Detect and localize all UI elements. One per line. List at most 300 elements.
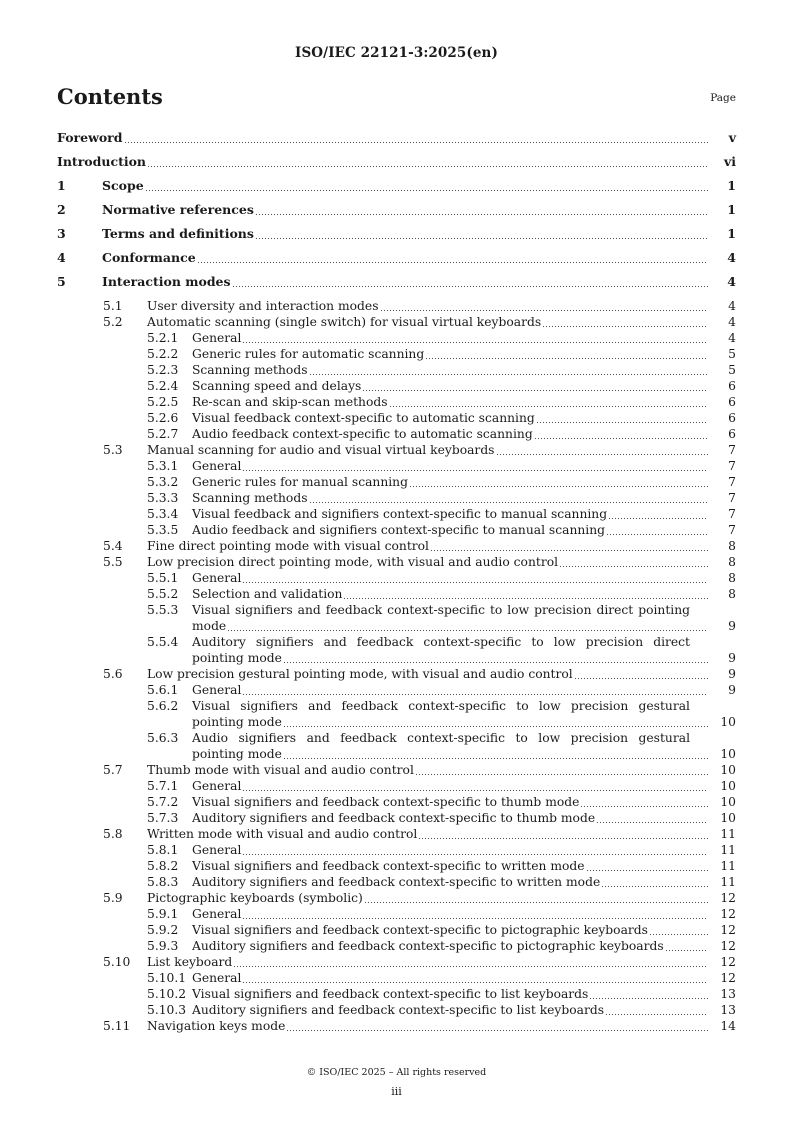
toc-entry-page: 4: [728, 299, 736, 313]
dot-leader: [649, 932, 708, 936]
toc-entry-number: 5.8.2: [147, 859, 179, 873]
toc-entry-number: 5.10.1: [147, 971, 187, 985]
dot-leader: [364, 900, 708, 904]
toc-entry-number: 5.10.3: [147, 1003, 187, 1017]
toc-entry-title: [192, 682, 736, 698]
dot-leader: [242, 468, 708, 472]
toc-entry-number: 5.5.2: [147, 587, 179, 601]
toc-entry-number: 3: [57, 226, 66, 241]
toc-entry-title: [57, 154, 736, 170]
toc-entry-title-text: Automatic scanning (single switch) for visual virtual keyboards: [147, 315, 542, 329]
toc-entry-number: 5.2: [103, 315, 123, 329]
toc-entry-page: 10: [720, 747, 736, 761]
toc-entry[interactable]: [0, 922, 793, 938]
toc-entry-page: 4: [728, 331, 736, 345]
dot-leader: [343, 596, 708, 600]
toc-entry-title: [192, 1002, 736, 1018]
toc-entry-title-text: General: [192, 907, 242, 921]
toc-entry-number: 5.6.1: [147, 683, 179, 697]
toc-entry-page: 11: [720, 843, 736, 857]
toc-entry-page: 12: [720, 891, 736, 905]
toc-entry[interactable]: [0, 698, 793, 730]
toc-entry-title-text: Visual signifiers and feedback context-specific to written mode: [192, 859, 585, 873]
toc-entry-number: 5.5.4: [147, 635, 179, 649]
dot-leader: [227, 628, 708, 632]
toc-entry-title-text: Scope: [102, 178, 144, 193]
toc-entry[interactable]: [0, 970, 793, 986]
toc-entry-title: [192, 570, 736, 586]
toc-entry-title-text: Scanning methods: [192, 363, 308, 377]
toc-entry[interactable]: [0, 826, 793, 842]
dot-leader: [536, 420, 708, 424]
toc-entry-page: 6: [728, 379, 736, 393]
toc-entry-number: 5.4: [103, 539, 123, 553]
dot-leader: [496, 452, 709, 456]
toc-entry-number: 5.3.1: [147, 459, 179, 473]
toc-entry[interactable]: [0, 378, 793, 394]
dot-leader: [242, 692, 708, 696]
dot-leader: [589, 996, 708, 1000]
toc-entry-title-text: Terms and definitions: [102, 226, 254, 241]
dot-leader: [665, 948, 708, 952]
toc-entry-title-text: Introduction: [57, 154, 147, 169]
toc-entry-number: 5.1: [103, 299, 123, 313]
toc-entry-title-line: Visual signifiers and feedback context-specific to low precision direct pointing: [192, 603, 690, 617]
toc-entry[interactable]: [0, 250, 793, 266]
dot-leader: [380, 308, 708, 312]
toc-entry[interactable]: [0, 1018, 793, 1034]
toc-entry-page: 8: [728, 571, 736, 585]
dot-leader: [601, 884, 708, 888]
toc-entry-title: [192, 906, 736, 922]
toc-entry-title-text: Visual feedback context-specific to automatic scanning: [192, 411, 535, 425]
dot-leader: [596, 820, 708, 824]
toc-entry-page: 8: [728, 555, 736, 569]
toc-entry-title: [192, 794, 736, 810]
toc-entry-number: 5.3: [103, 443, 123, 457]
toc-entry-page: 8: [728, 587, 736, 601]
toc-entry-title-line: Visual signifiers and feedback context-specific to low precision gestural: [192, 699, 690, 713]
toc-entry[interactable]: [0, 490, 793, 506]
toc-entry[interactable]: [0, 554, 793, 570]
toc-entry[interactable]: [0, 154, 793, 170]
toc-entry[interactable]: [0, 858, 793, 874]
toc-entry-number: 5.8.1: [147, 843, 179, 857]
toc-entry-title: [192, 970, 736, 986]
toc-entry-title: [192, 330, 736, 346]
toc-entry-title: [192, 362, 736, 378]
toc-entry-title-text: Normative references: [102, 202, 254, 217]
page-column-label: Page: [710, 92, 736, 104]
toc-entry-title-text: General: [192, 779, 242, 793]
dot-leader: [286, 1028, 708, 1032]
dot-leader: [242, 580, 708, 584]
toc-entry-title: [147, 554, 736, 570]
toc-entry[interactable]: [0, 362, 793, 378]
toc-entry-number: 5.2.4: [147, 379, 179, 393]
toc-entry-page: 7: [728, 507, 736, 521]
toc-entry-title: [192, 842, 736, 858]
toc-entry-title-text: Scanning speed and delays: [192, 379, 362, 393]
toc-entry[interactable]: [0, 842, 793, 858]
toc-entry-title-text: Fine direct pointing mode with visual control: [147, 539, 429, 553]
toc-entry[interactable]: [0, 874, 793, 890]
contents-heading: Contents: [57, 84, 163, 109]
toc-entry-page: 7: [728, 523, 736, 537]
toc-entry-title-text: General: [192, 843, 242, 857]
toc-entry-number: 5.2.6: [147, 411, 179, 425]
toc-entry-title-text: Audio feedback and signifiers context-specific to manual scanning: [192, 523, 606, 537]
toc-entry-page: vi: [723, 154, 736, 169]
toc-entry-number: 5.9: [103, 891, 123, 905]
toc-entry-title: [192, 586, 736, 602]
toc-entry-title: [147, 298, 736, 314]
dot-leader: [242, 340, 708, 344]
toc-entry[interactable]: [0, 1002, 793, 1018]
toc-entry-page: 12: [720, 923, 736, 937]
toc-entry-page: 8: [728, 539, 736, 553]
dot-leader: [145, 188, 708, 192]
toc-entry-title: [192, 922, 736, 938]
toc-entry-number: 5.6.3: [147, 731, 179, 745]
toc-entry[interactable]: [0, 298, 793, 314]
toc-entry-title: [147, 762, 736, 778]
toc-entry-page: 6: [728, 411, 736, 425]
toc-entry[interactable]: [0, 986, 793, 1002]
toc-entry-title: [192, 378, 736, 394]
dot-leader: [283, 724, 708, 728]
toc-entry-title: [147, 890, 736, 906]
toc-entry-page: 5: [728, 347, 736, 361]
toc-entry-title-text: General: [192, 971, 242, 985]
toc-entry[interactable]: [0, 178, 793, 194]
toc-entry[interactable]: [0, 778, 793, 794]
dot-leader: [233, 964, 708, 968]
toc-entry-number: 5.9.3: [147, 939, 179, 953]
toc-entry-number: 5.10: [103, 955, 131, 969]
toc-entry-page: 11: [720, 859, 736, 873]
dot-leader: [605, 1012, 708, 1016]
toc-entry[interactable]: [0, 794, 793, 810]
toc-entry-title-text: Auditory signifiers and feedback context-specific to pictographic keyboards: [192, 939, 664, 953]
toc-entry-page: 10: [720, 811, 736, 825]
toc-entry-title-text: Pictographic keyboards (symbolic): [147, 891, 363, 905]
dot-leader: [197, 260, 708, 264]
toc-entry-title-text: mode: [192, 619, 227, 633]
toc-entry-title: [147, 666, 736, 682]
toc-entry[interactable]: [0, 330, 793, 346]
dot-leader: [242, 852, 708, 856]
toc-entry-page: 13: [720, 1003, 736, 1017]
toc-entry[interactable]: [0, 226, 793, 242]
toc-entry-number: 5.6.2: [147, 699, 179, 713]
toc-entry[interactable]: [0, 570, 793, 586]
toc-entry-page: 4: [727, 274, 736, 289]
toc-entry-title-text: Interaction modes: [102, 274, 231, 289]
toc-entry-number: 5.3.2: [147, 475, 179, 489]
toc-entry-page: 12: [720, 907, 736, 921]
dot-leader: [425, 356, 708, 360]
toc-entry[interactable]: [0, 906, 793, 922]
copyright-footer: © ISO/IEC 2025 – All rights reserved: [306, 1067, 487, 1078]
toc-entry-page: 7: [728, 491, 736, 505]
toc-entry-number: 1: [57, 178, 66, 193]
toc-entry-number: 5.5: [103, 555, 123, 569]
toc-entry-number: 5.5.3: [147, 603, 179, 617]
toc-entry-title: [57, 130, 736, 146]
document-id-header: ISO/IEC 22121-3:2025(en): [295, 45, 498, 61]
toc-entry-number: 5.11: [103, 1019, 131, 1033]
toc-entry-title-text: Low precision gestural pointing mode, with visual and audio control: [147, 667, 573, 681]
toc-entry-number: 5.10.2: [147, 987, 187, 1001]
toc-entry-page: 12: [720, 971, 736, 985]
toc-entry-title: [147, 1018, 736, 1034]
page-number: iii: [391, 1085, 402, 1098]
toc-entry-page: 10: [720, 763, 736, 777]
toc-entry-title: [192, 346, 736, 362]
toc-entry-title: [192, 602, 736, 634]
toc-entry-title-text: pointing mode: [192, 747, 282, 761]
toc-entry[interactable]: [0, 890, 793, 906]
toc-entry-number: 5.2.2: [147, 347, 179, 361]
toc-entry[interactable]: [0, 522, 793, 538]
toc-entry-title-text: Visual feedback and signifiers context-specific to manual scanning: [192, 507, 608, 521]
toc-entry-page: 7: [728, 459, 736, 473]
dot-leader: [242, 980, 708, 984]
toc-entry-title: [192, 458, 736, 474]
toc-entry-number: 2: [57, 202, 66, 217]
toc-entry-title-text: Audio feedback context-specific to automatic scanning: [192, 427, 533, 441]
toc-entry-number: 5.2.7: [147, 427, 179, 441]
toc-entry-number: 5.5.1: [147, 571, 179, 585]
toc-entry[interactable]: [0, 954, 793, 970]
toc-entry-page: 1: [727, 178, 736, 193]
toc-entry-page: 6: [728, 427, 736, 441]
toc-entry-page: 12: [720, 955, 736, 969]
toc-entry-title: [192, 938, 736, 954]
toc-entry[interactable]: [0, 586, 793, 602]
toc-entry-title: [102, 202, 736, 218]
toc-entry[interactable]: [0, 130, 793, 146]
toc-entry-page: 11: [720, 875, 736, 889]
toc-entry-page: 9: [728, 651, 736, 665]
toc-entry[interactable]: [0, 538, 793, 554]
toc-entry-page: 10: [720, 715, 736, 729]
toc-entry-page: 6: [728, 395, 736, 409]
toc-entry-page: 14: [720, 1019, 736, 1033]
toc-entry-title: [147, 954, 736, 970]
toc-entry[interactable]: [0, 202, 793, 218]
toc-entry-number: 5.3.3: [147, 491, 179, 505]
toc-entry-number: 5.9.2: [147, 923, 179, 937]
toc-entry[interactable]: [0, 274, 793, 290]
toc-entry-title: [192, 634, 736, 666]
toc-entry-title-line: Auditory signifiers and feedback context-specific to low precision direct: [192, 635, 690, 649]
toc-entry[interactable]: [0, 634, 793, 666]
toc-entry[interactable]: [0, 730, 793, 762]
toc-entry-title-text: General: [192, 571, 242, 585]
toc-entry-number: 5.7: [103, 763, 123, 777]
toc-entry-title-text: Navigation keys mode: [147, 1019, 286, 1033]
toc-entry-title: [192, 858, 736, 874]
toc-entry-title: [192, 810, 736, 826]
toc-entry-title-text: Auditory signifiers and feedback context-specific to thumb mode: [192, 811, 596, 825]
toc-entry-number: 5.3.5: [147, 523, 179, 537]
toc-entry-number: 5.2.1: [147, 331, 179, 345]
toc-entry-number: 4: [57, 250, 66, 265]
toc-entry-title: [192, 410, 736, 426]
dot-leader: [389, 404, 708, 408]
toc-entry-page: 1: [727, 202, 736, 217]
toc-entry[interactable]: [0, 810, 793, 826]
toc-entry-title-text: Written mode with visual and audio control: [147, 827, 418, 841]
toc-entry[interactable]: [0, 314, 793, 330]
dot-leader: [255, 212, 708, 216]
toc-entry[interactable]: [0, 346, 793, 362]
dot-leader: [580, 804, 708, 808]
toc-entry-number: 5.2.3: [147, 363, 179, 377]
toc-entry[interactable]: [0, 442, 793, 458]
toc-entry-title-text: Visual signifiers and feedback context-specific to list keyboards: [192, 987, 589, 1001]
toc-entry-page: 12: [720, 939, 736, 953]
dot-leader: [409, 484, 708, 488]
toc-entry-title-text: pointing mode: [192, 651, 282, 665]
toc-entry-title-text: Visual signifiers and feedback context-specific to pictographic keyboards: [192, 923, 648, 937]
toc-entry-title-text: List keyboard: [147, 955, 233, 969]
dot-leader: [415, 772, 708, 776]
toc-entry-title-text: Manual scanning for audio and visual virtual keyboards: [147, 443, 495, 457]
dot-leader: [418, 836, 708, 840]
dot-leader: [430, 548, 708, 552]
toc-entry-number: 5.7.2: [147, 795, 179, 809]
toc-entry-title-text: General: [192, 683, 242, 697]
toc-entry-title: [102, 250, 736, 266]
dot-leader: [255, 236, 708, 240]
dot-leader: [362, 388, 708, 392]
toc-entry-title-text: General: [192, 459, 242, 473]
toc-entry-number: 5.8: [103, 827, 123, 841]
toc-entry-page: 1: [727, 226, 736, 241]
toc-entry-title: [147, 442, 736, 458]
toc-entry-page: v: [728, 130, 736, 145]
toc-entry[interactable]: [0, 506, 793, 522]
toc-entry-title: [192, 986, 736, 1002]
dot-leader: [309, 372, 709, 376]
toc-entry-title-text: Thumb mode with visual and audio control: [147, 763, 414, 777]
toc-entry[interactable]: [0, 938, 793, 954]
dot-leader: [586, 868, 708, 872]
toc-entry-title: [147, 314, 736, 330]
toc-entry-title: [192, 874, 736, 890]
dot-leader: [283, 756, 708, 760]
toc-entry-page: 4: [727, 250, 736, 265]
toc-entry-page: 9: [728, 619, 736, 633]
toc-entry-page: 10: [720, 795, 736, 809]
toc-entry-title-text: Low precision direct pointing mode, with visual and audio control: [147, 555, 559, 569]
dot-leader: [534, 436, 708, 440]
toc-entry-title-text: General: [192, 331, 242, 345]
toc-entry-number: 5.6: [103, 667, 123, 681]
toc-entry-number: 5.2.5: [147, 395, 179, 409]
toc-entry-page: 7: [728, 475, 736, 489]
toc-entry[interactable]: [0, 394, 793, 410]
dot-leader: [574, 676, 708, 680]
toc-entry-title: [147, 826, 736, 842]
toc-entry-page: 11: [720, 827, 736, 841]
dot-leader: [542, 324, 708, 328]
toc-entry-title: [192, 490, 736, 506]
toc-entry-title-text: Foreword: [57, 130, 123, 145]
toc-entry-title: [192, 426, 736, 442]
toc-entry-title-text: Selection and validation: [192, 587, 343, 601]
dot-leader: [283, 660, 708, 664]
dot-leader: [608, 516, 708, 520]
toc-entry[interactable]: [0, 474, 793, 490]
dot-leader: [559, 564, 708, 568]
toc-entry-title-text: Visual signifiers and feedback context-specific to thumb mode: [192, 795, 580, 809]
toc-entry-page: 4: [728, 315, 736, 329]
toc-entry-title-text: Re-scan and skip-scan methods: [192, 395, 388, 409]
toc-entry[interactable]: [0, 458, 793, 474]
toc-entry-title: [192, 506, 736, 522]
toc-entry-title: [192, 730, 736, 762]
toc-entry-title: [192, 698, 736, 730]
toc-entry-number: 5.7.1: [147, 779, 179, 793]
toc-entry-title-text: Scanning methods: [192, 491, 308, 505]
toc-entry-title: [192, 474, 736, 490]
toc-entry-title: [147, 538, 736, 554]
dot-leader: [242, 916, 708, 920]
toc-entry-title-text: pointing mode: [192, 715, 282, 729]
toc-entry-title-text: Conformance: [102, 250, 196, 265]
toc-entry-title-text: User diversity and interaction modes: [147, 299, 379, 313]
toc-entry[interactable]: [0, 426, 793, 442]
dot-leader: [242, 788, 708, 792]
toc-entry-title-text: Generic rules for manual scanning: [192, 475, 408, 489]
dot-leader: [309, 500, 709, 504]
toc-entry-title: [102, 274, 736, 290]
toc-entry-title: [102, 226, 736, 242]
toc-entry-page: 9: [728, 667, 736, 681]
toc-entry-title: [102, 178, 736, 194]
dot-leader: [124, 140, 709, 144]
toc-entry[interactable]: [0, 682, 793, 698]
toc-entry-title-text: Generic rules for automatic scanning: [192, 347, 425, 361]
toc-entry-page: 10: [720, 779, 736, 793]
toc-entry-title-text: Auditory signifiers and feedback context-specific to list keyboards: [192, 1003, 605, 1017]
toc-entry-title-text: Auditory signifiers and feedback context-specific to written mode: [192, 875, 601, 889]
toc-entry-number: 5.7.3: [147, 811, 179, 825]
toc-entry-title: [192, 778, 736, 794]
toc-entry-number: 5.8.3: [147, 875, 179, 889]
toc-entry-number: 5: [57, 274, 66, 289]
toc-entry-page: 9: [728, 683, 736, 697]
toc-entry-page: 13: [720, 987, 736, 1001]
dot-leader: [147, 164, 708, 168]
toc-entry-page: 7: [728, 443, 736, 457]
dot-leader: [232, 284, 708, 288]
toc-entry-title: [192, 394, 736, 410]
toc-entry-page: 5: [728, 363, 736, 377]
toc-entry-number: 5.9.1: [147, 907, 179, 921]
toc-entry-title: [192, 522, 736, 538]
toc-entry[interactable]: [0, 410, 793, 426]
toc-entry-number: 5.3.4: [147, 507, 179, 521]
toc-entry[interactable]: [0, 602, 793, 634]
toc-entry[interactable]: [0, 762, 793, 778]
dot-leader: [606, 532, 708, 536]
toc-entry[interactable]: [0, 666, 793, 682]
